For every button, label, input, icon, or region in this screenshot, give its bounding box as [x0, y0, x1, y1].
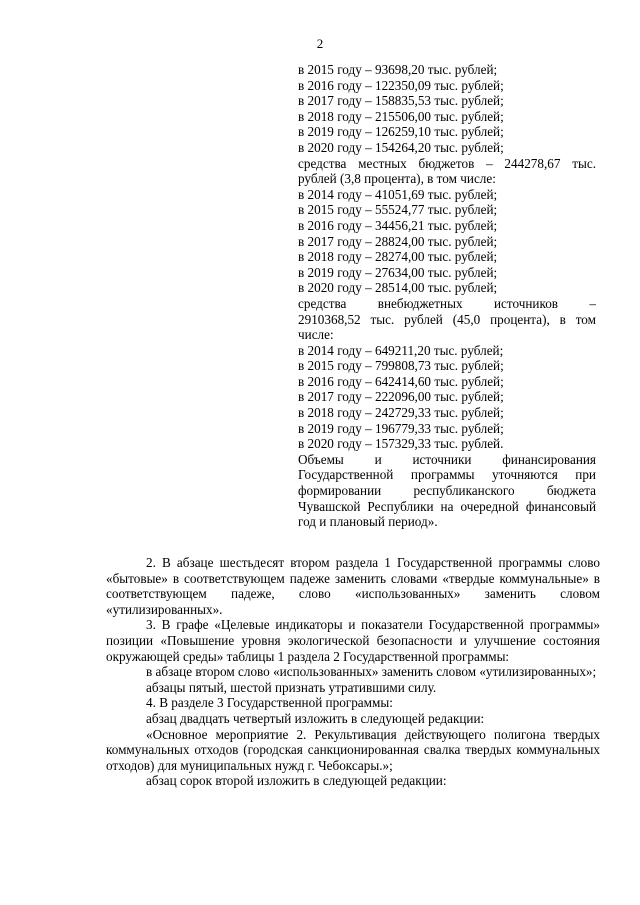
- paragraph-item-4: 4. В разделе 3 Государственной программы:: [146, 695, 393, 711]
- page-number: 2: [316, 36, 324, 51]
- regional-budget-years: [298, 62, 596, 156]
- extrabudgetary-amount: 2910368,52 тыс. рублей (45,0 процента), в том: [298, 311, 596, 327]
- financing-column: [298, 62, 596, 530]
- year-amount-line: в 2016 году – 122350,09 тыс. рублей;: [298, 77, 504, 93]
- year-amount-line: в 2016 году – 34456,21 тыс. рублей;: [298, 217, 498, 233]
- paragraph-item-2: 2. В абзаце шестьдесят втором раздела 1 Государственной программы слово «бытовые» в соответствующем падеже заменить словами «твердые коммунальные» в соответствующем падеже, слово «использованных» заменить словом «утилизированных».: [106, 555, 600, 617]
- year-amount-line: в 2017 году – 222096,00 тыс. рублей;: [298, 389, 504, 405]
- year-amount-line: в 2016 году – 642414,60 тыс. рублей;: [298, 373, 504, 389]
- year-amount-line: в 2015 году – 93698,20 тыс. рублей;: [298, 62, 498, 77]
- year-amount-line: в 2018 году – 215506,00 тыс. рублей;: [298, 108, 504, 124]
- extrabudgetary-subheading: числе:: [298, 327, 334, 343]
- local-budgets-heading: средства местных бюджетов – 244278,67 тыс.: [298, 155, 596, 171]
- year-amount-line: в 2019 году – 196779,33 тыс. рублей;: [298, 420, 504, 436]
- year-amount-line: в 2019 году – 126259,10 тыс. рублей;: [298, 124, 504, 140]
- year-amount-line: в 2018 году – 242729,33 тыс. рублей;: [298, 405, 504, 421]
- year-amount-line: в 2015 году – 799808,73 тыс. рублей;: [298, 358, 504, 374]
- paragraph-item-3: 3. В графе «Целевые индикаторы и показатели Государственной программы» позиции «Повышение уровня экологической безопасности и улучшение состояния окружающей среды» таблицы 1 раздела 2 Государственной программы:: [106, 617, 600, 664]
- paragraph-item-3-sub-1: в абзаце втором слово «использованных» заменить словом «утилизированных»;: [146, 664, 597, 680]
- paragraph-item-4-sub-2: абзац сорок второй изложить в следующей редакции:: [146, 773, 447, 789]
- local-budgets-subheading: рублей (3,8 процента), в том числе:: [298, 171, 496, 187]
- year-amount-line: в 2017 году – 28824,00 тыс. рублей;: [298, 233, 498, 249]
- year-amount-line: в 2014 году – 649211,20 тыс. рублей;: [298, 342, 504, 358]
- year-amount-line: в 2015 году – 55524,77 тыс. рублей;: [298, 202, 498, 218]
- year-amount-line: в 2019 году – 27634,00 тыс. рублей;: [298, 264, 498, 280]
- year-amount-line: в 2020 году – 157329,33 тыс. рублей.: [298, 436, 504, 452]
- closing-paragraph: Объемы и источники финансирования Государственной программы уточняются при формировании республиканского бюджета Чувашской Республики на очередной финансовый год и плановый период».: [298, 451, 596, 530]
- year-amount-line: в 2018 году – 28274,00 тыс. рублей;: [298, 249, 498, 265]
- year-amount-line: в 2020 году – 28514,00 тыс. рублей;: [298, 280, 498, 296]
- document-body: [106, 555, 600, 789]
- paragraph-item-4-quote: «Основное мероприятие 2. Рекультивация действующего полигона твердых коммунальных отходов (городская санкционированная свалка твердых коммунальных отходов) для муниципальных нужд г. Чебоксары.»;: [106, 726, 600, 773]
- paragraph-item-4-sub-1: абзац двадцать четвертый изложить в следующей редакции:: [146, 710, 485, 726]
- paragraph-item-3-sub-2: абзацы пятый, шестой признать утратившими силу.: [146, 679, 437, 695]
- year-amount-line: в 2020 году – 154264,20 тыс. рублей;: [298, 139, 504, 155]
- year-amount-line: в 2017 году – 158835,53 тыс. рублей;: [298, 93, 504, 109]
- year-amount-line: в 2014 году – 41051,69 тыс. рублей;: [298, 186, 498, 202]
- local-budget-years: [298, 187, 596, 296]
- extrabudgetary-years: [298, 343, 596, 452]
- extrabudgetary-heading: средства внебюджетных источников –: [298, 295, 596, 311]
